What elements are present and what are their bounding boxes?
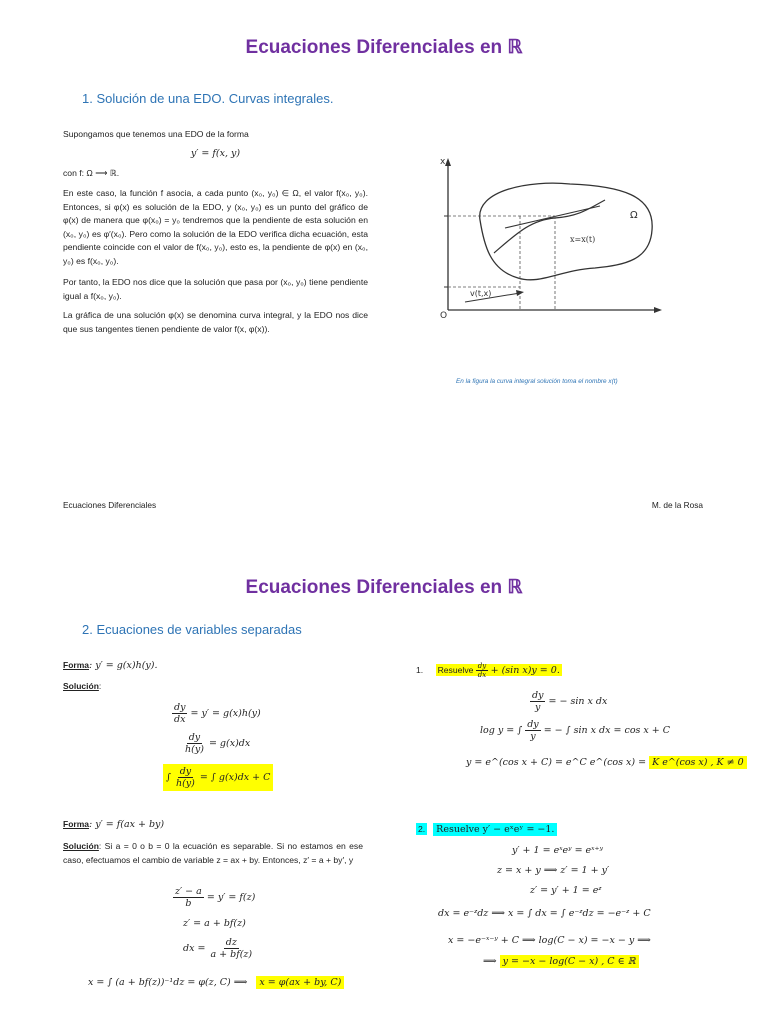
sol2-line-4: [88, 977, 344, 988]
example-1-header: [416, 662, 562, 679]
sol2-line-2: z′ = a + bf(z): [183, 918, 246, 929]
figure-origin-label: O: [440, 311, 448, 321]
ex1-l2b-text: = − ∫ sin x dx = cos x + C: [543, 725, 671, 736]
sol2-eq3-text: dx =: [183, 943, 206, 954]
page1-intro: Supongamos que tenemos una EDO de la forma: [63, 129, 249, 139]
example-1-statement: Resuelve $\frac{dy}{dx}$ + (sin x)y = 0.: [437, 662, 560, 679]
ex2-line-3: z′ = y′ + 1 = eᶻ: [530, 885, 602, 896]
forma-2: [63, 819, 164, 830]
page1-paragraph-2: Por tanto, la EDO nos dice que la solución que pasa por (x₀, y₀) tiene pendiente igual a f(x₀, y₀).: [63, 277, 368, 301]
page1-title: Ecuaciones Diferenciales en ℝ: [245, 37, 523, 58]
ex1-line-3: [466, 757, 747, 768]
example-1-equation: + (sin x)y = 0.: [490, 665, 560, 676]
page1-main-equation: y′ = f(x, y): [190, 148, 241, 159]
ex2-line-6: [483, 956, 639, 967]
ex2-line-5: x = −e⁻ˣ⁻ʸ + C ⟹ log(C − x) = −x − y ⟹: [448, 935, 651, 946]
ex2-l6b-highlight: y = −x − log(C − x) , C ∈ ℝ: [500, 955, 639, 968]
page1-domain: con f: Ω ⟶ ℝ.: [63, 168, 120, 178]
solucion-1: Solución:: [63, 681, 102, 691]
sol1-eq3-text: = ∫ g(x)dx + C: [199, 772, 271, 783]
ex2-line-4: dx = e⁻ᶻdz ⟹ x = ∫ dx = ∫ e⁻ᶻdz = −e⁻ᶻ + C: [438, 908, 651, 919]
page2-section-heading: 2. Ecuaciones de variables separadas: [82, 622, 302, 637]
page1-section-heading: 1. Solución de una EDO. Curvas integrales.: [82, 91, 334, 106]
page1-footer-right: M. de la Rosa: [651, 500, 703, 510]
ex2-line-2: z = x + y ⟹ z′ = 1 + y′: [497, 865, 610, 876]
forma-2-label: Forma: [63, 819, 89, 829]
tangent-line: [505, 206, 600, 228]
sol2-line-1: $\frac{z' - a}{b}$ = y′ = f(z): [175, 886, 256, 909]
figure-omega-label: Ω: [630, 210, 638, 221]
omega-region: [480, 183, 652, 280]
sol2-line-3: dx = $\frac{dz}{a + bf(z)}$: [183, 937, 253, 960]
figure-vector-label: v(t,x): [470, 289, 492, 298]
solucion-1-label: Solución: [63, 681, 99, 691]
ex1-l3a-text: y = e^(cos x + C) = e^C e^(cos x) =: [466, 757, 647, 768]
sol1-line-2: $\frac{dy}{h(y)}$ = g(x)dx: [185, 732, 251, 755]
forma-1-label: Forma: [63, 660, 89, 670]
ex1-l1-text: = − sin x dx: [548, 696, 608, 707]
integral-curve-figure: [420, 150, 670, 360]
example-2-header: [416, 824, 557, 835]
forma-1-equation: : y′ = g(x)h(y).: [88, 660, 158, 671]
ex2-l6a-text: ⟹: [483, 956, 497, 967]
ex2-line-1: y′ + 1 = eˣeʸ = eˣ⁺ʸ: [512, 845, 603, 856]
ex1-line-2: log y = ∫ $\frac{dy}{y}$ = − ∫ sin x dx = cos x + C: [480, 719, 671, 742]
sol2-eq4a-text: x = ∫ (a + bf(z))⁻¹dz = φ(z, C) ⟹: [88, 977, 248, 988]
vector-arrowhead: [516, 290, 524, 296]
ex1-line-1: $\frac{dy}{y}$ = − sin x dx: [532, 690, 608, 713]
example-1-text: Resuelve: [437, 665, 474, 675]
sol1-result-highlight: ∫ $\frac{dy}{h(y)}$ = ∫ g(x)dx + C: [163, 764, 273, 791]
figure-caption: En la figura la curva integral solución toma el nombre x(t): [456, 378, 618, 385]
forma-1: [63, 660, 158, 671]
sol1-line-1: $\frac{dy}{dx}$ = y′ = g(x)h(y): [174, 702, 261, 725]
solucion-2-label: Solución: [63, 841, 99, 851]
page2-title: Ecuaciones Diferenciales en ℝ: [245, 577, 523, 598]
page1-paragraph-1: En este caso, la función f asocia, a cada punto (x₀, y₀) ∈ Ω, el valor f(x₀, y₀). Entonces, si φ(x) es solución de la EDO, y (x₀, y₀) es un punto del gráfico de φ(x) de manera que φ(x₀) = y₀ tendremos que la pendiente de esta solución en (x₀, y₀) es φ′(x₀). Pero como la solución de la EDO verifica dicha ecuación, esta pendiente coincide con el valor de f(x₀, y₀), esto es, la pendiente de φ(x) en (x₀, y₀) es f(x₀, y₀).: [63, 188, 368, 266]
y-axis-arrow: [445, 158, 451, 166]
x-axis-arrow: [654, 307, 662, 313]
ex1-l3b-highlight: K e^(cos x) , K ≠ 0: [649, 756, 747, 769]
forma-2-equation: : y′ = f(ax + by): [88, 819, 165, 830]
solucion-2-text: : Si a = 0 o b = 0 la ecuación es separable. Si no estamos en ese caso, efectuamos el cambio de variable z = ax + by. Entonces, z′ = a + by′, y: [63, 841, 363, 865]
figure-x-label: x: [440, 157, 446, 167]
sol2-eq1-text: = y′ = f(z): [206, 892, 256, 903]
solucion-2: [63, 840, 363, 867]
sol1-eq2-text: = g(x)dx: [208, 738, 251, 749]
page1-paragraph-3: La gráfica de una solución φ(x) se denomina curva integral, y la EDO nos dice que sus tangentes tienen pendiente de valor f(x, φ(x)).: [63, 310, 368, 334]
example-1-number: 1.: [416, 665, 424, 675]
example-2-statement: Resuelve y′ − eˣeʸ = −1.: [433, 823, 557, 836]
sol2-eq4b-highlight: x = φ(ax + by, C): [256, 976, 344, 989]
figure-curve-label: x=x(t): [570, 235, 596, 244]
sol1-eq1-text: = y′ = g(x)h(y): [190, 708, 261, 719]
example-2-number: 2.: [418, 824, 426, 834]
ex1-l2a-text: log y = ∫: [480, 725, 523, 736]
page1-footer-left: Ecuaciones Diferenciales: [63, 500, 157, 510]
